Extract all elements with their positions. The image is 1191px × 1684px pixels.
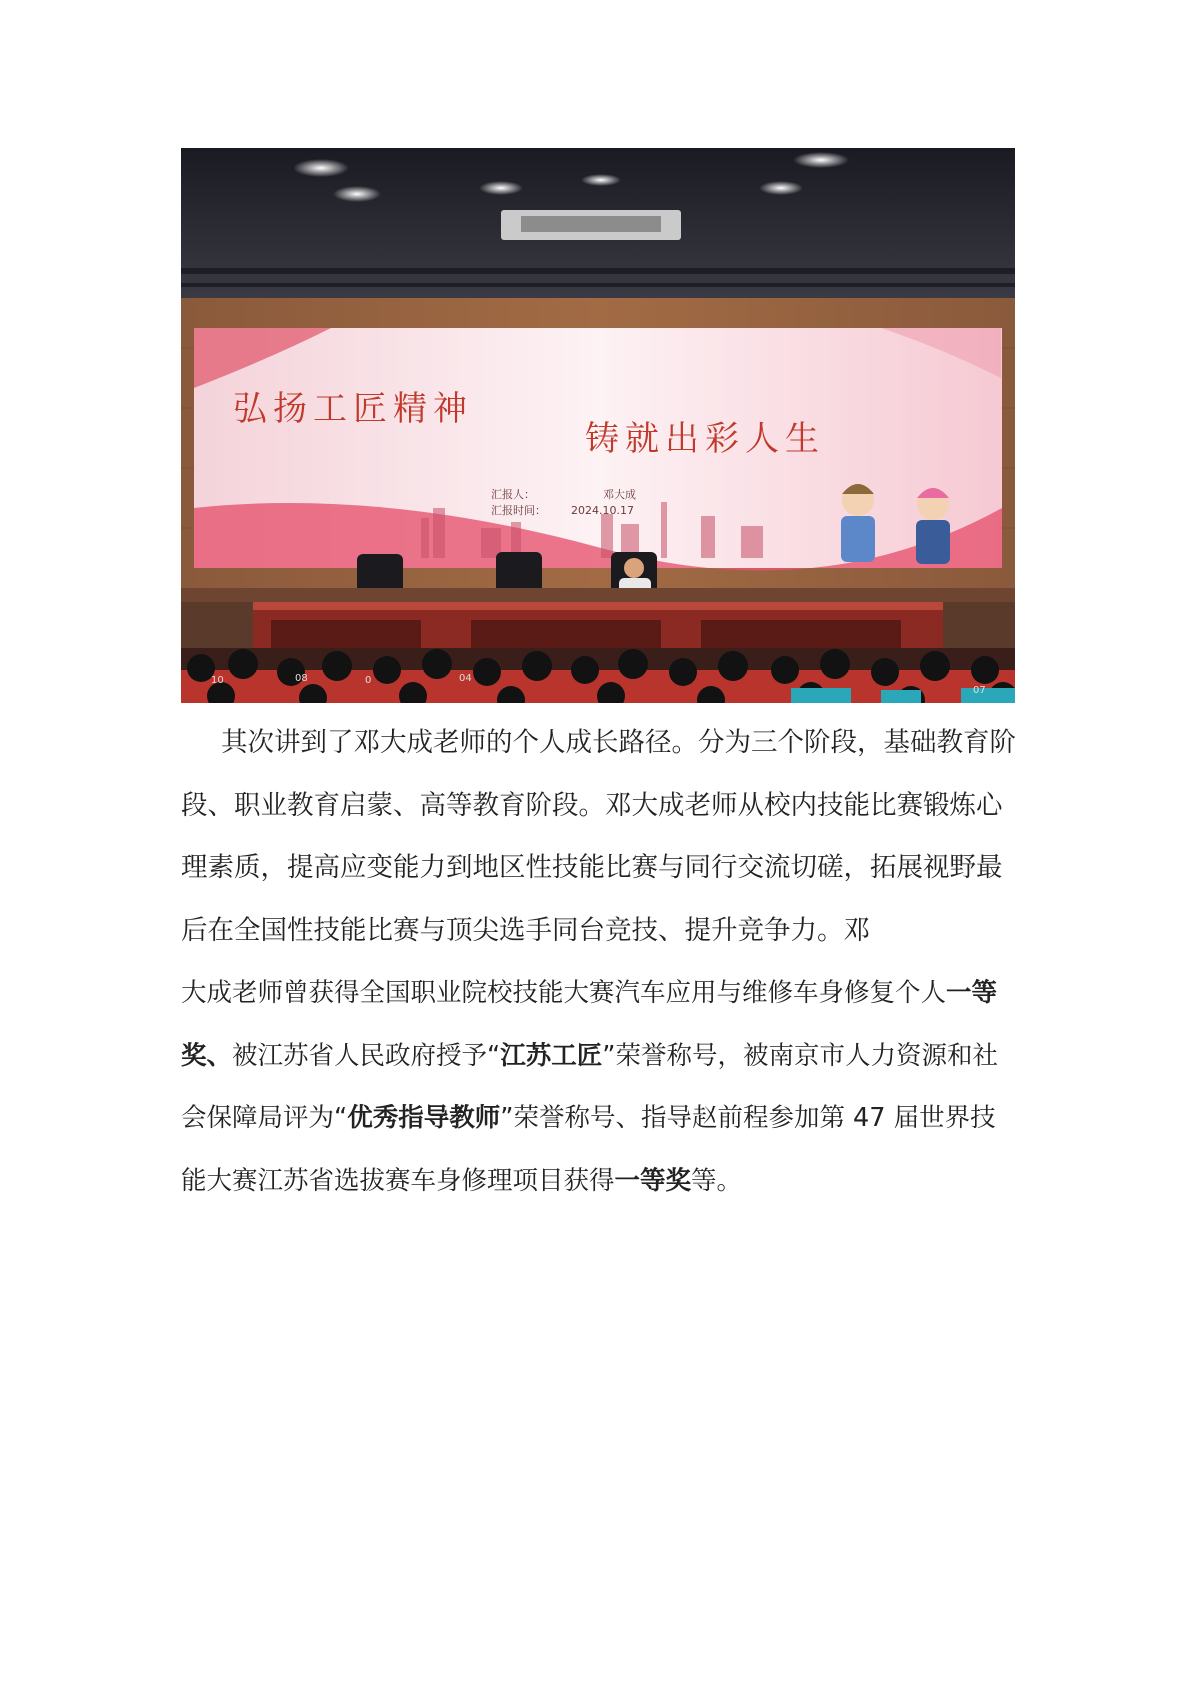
paragraph-2-text-d: ”荣誉称号，被南京市人力资源和社会保障局评为“ — [181, 1040, 998, 1133]
slide-title-line-2: 铸就出彩人生 — [585, 419, 825, 459]
paragraph-2-text-a: 大成老师曾获得全国职业院校技能大赛汽车应用与维修车身修复个人 — [181, 978, 947, 1008]
bold-first-prize: 一等奖、 — [181, 978, 998, 1071]
bold-excellent-instructor: 优秀指导教师 — [347, 1103, 501, 1133]
slide-title-line-1: 弘扬工匠精神 — [233, 389, 473, 429]
bold-jiangsu-craftsman: 江苏工匠 — [500, 1040, 603, 1071]
article-paragraph-2 — [181, 962, 1021, 1212]
seat-number: 04 — [459, 673, 472, 684]
paragraph-2-text-f: 等。 — [691, 1165, 743, 1196]
article-paragraph-1 — [181, 712, 1021, 962]
slide-reporter-name: 邓大成 — [603, 488, 636, 501]
seat-number: 07 — [973, 685, 986, 696]
slide-report-time-label: 汇报时间： — [491, 504, 546, 517]
slide-reporter-label: 汇报人： — [491, 488, 535, 501]
slide-report-time-value: 2024.10.17 — [571, 504, 634, 517]
paragraph-1-text: 其次讲到了邓大成老师的个人成长路径。分为三个阶段，基础教育阶段、职业教育启蒙、高等教育阶段。邓大成老师从校内技能比赛锻炼心理素质，提高应变能力到地区性技能比赛与同行交流切磋，拓展视野最后在全国性技能比赛与顶尖选手同台竞技、提升竞争力。邓 — [181, 727, 1016, 946]
seat-number: 0 — [365, 675, 372, 686]
article-body — [181, 712, 1021, 1212]
paragraph-2-text-e: ”荣誉称号、指导赵前程参加第 47 届世界技能大赛江苏省选拔赛车身修理项目获得 — [181, 1103, 996, 1196]
paragraph-2-text-c: 被江苏省人民政府授予“ — [232, 1040, 501, 1071]
seat-number: 10 — [211, 675, 224, 686]
seat-number: 08 — [295, 673, 308, 684]
lecture-hall-scene — [181, 148, 1015, 703]
bold-first-prize-2: 一等奖 — [614, 1165, 692, 1196]
event-photo — [181, 148, 1015, 703]
